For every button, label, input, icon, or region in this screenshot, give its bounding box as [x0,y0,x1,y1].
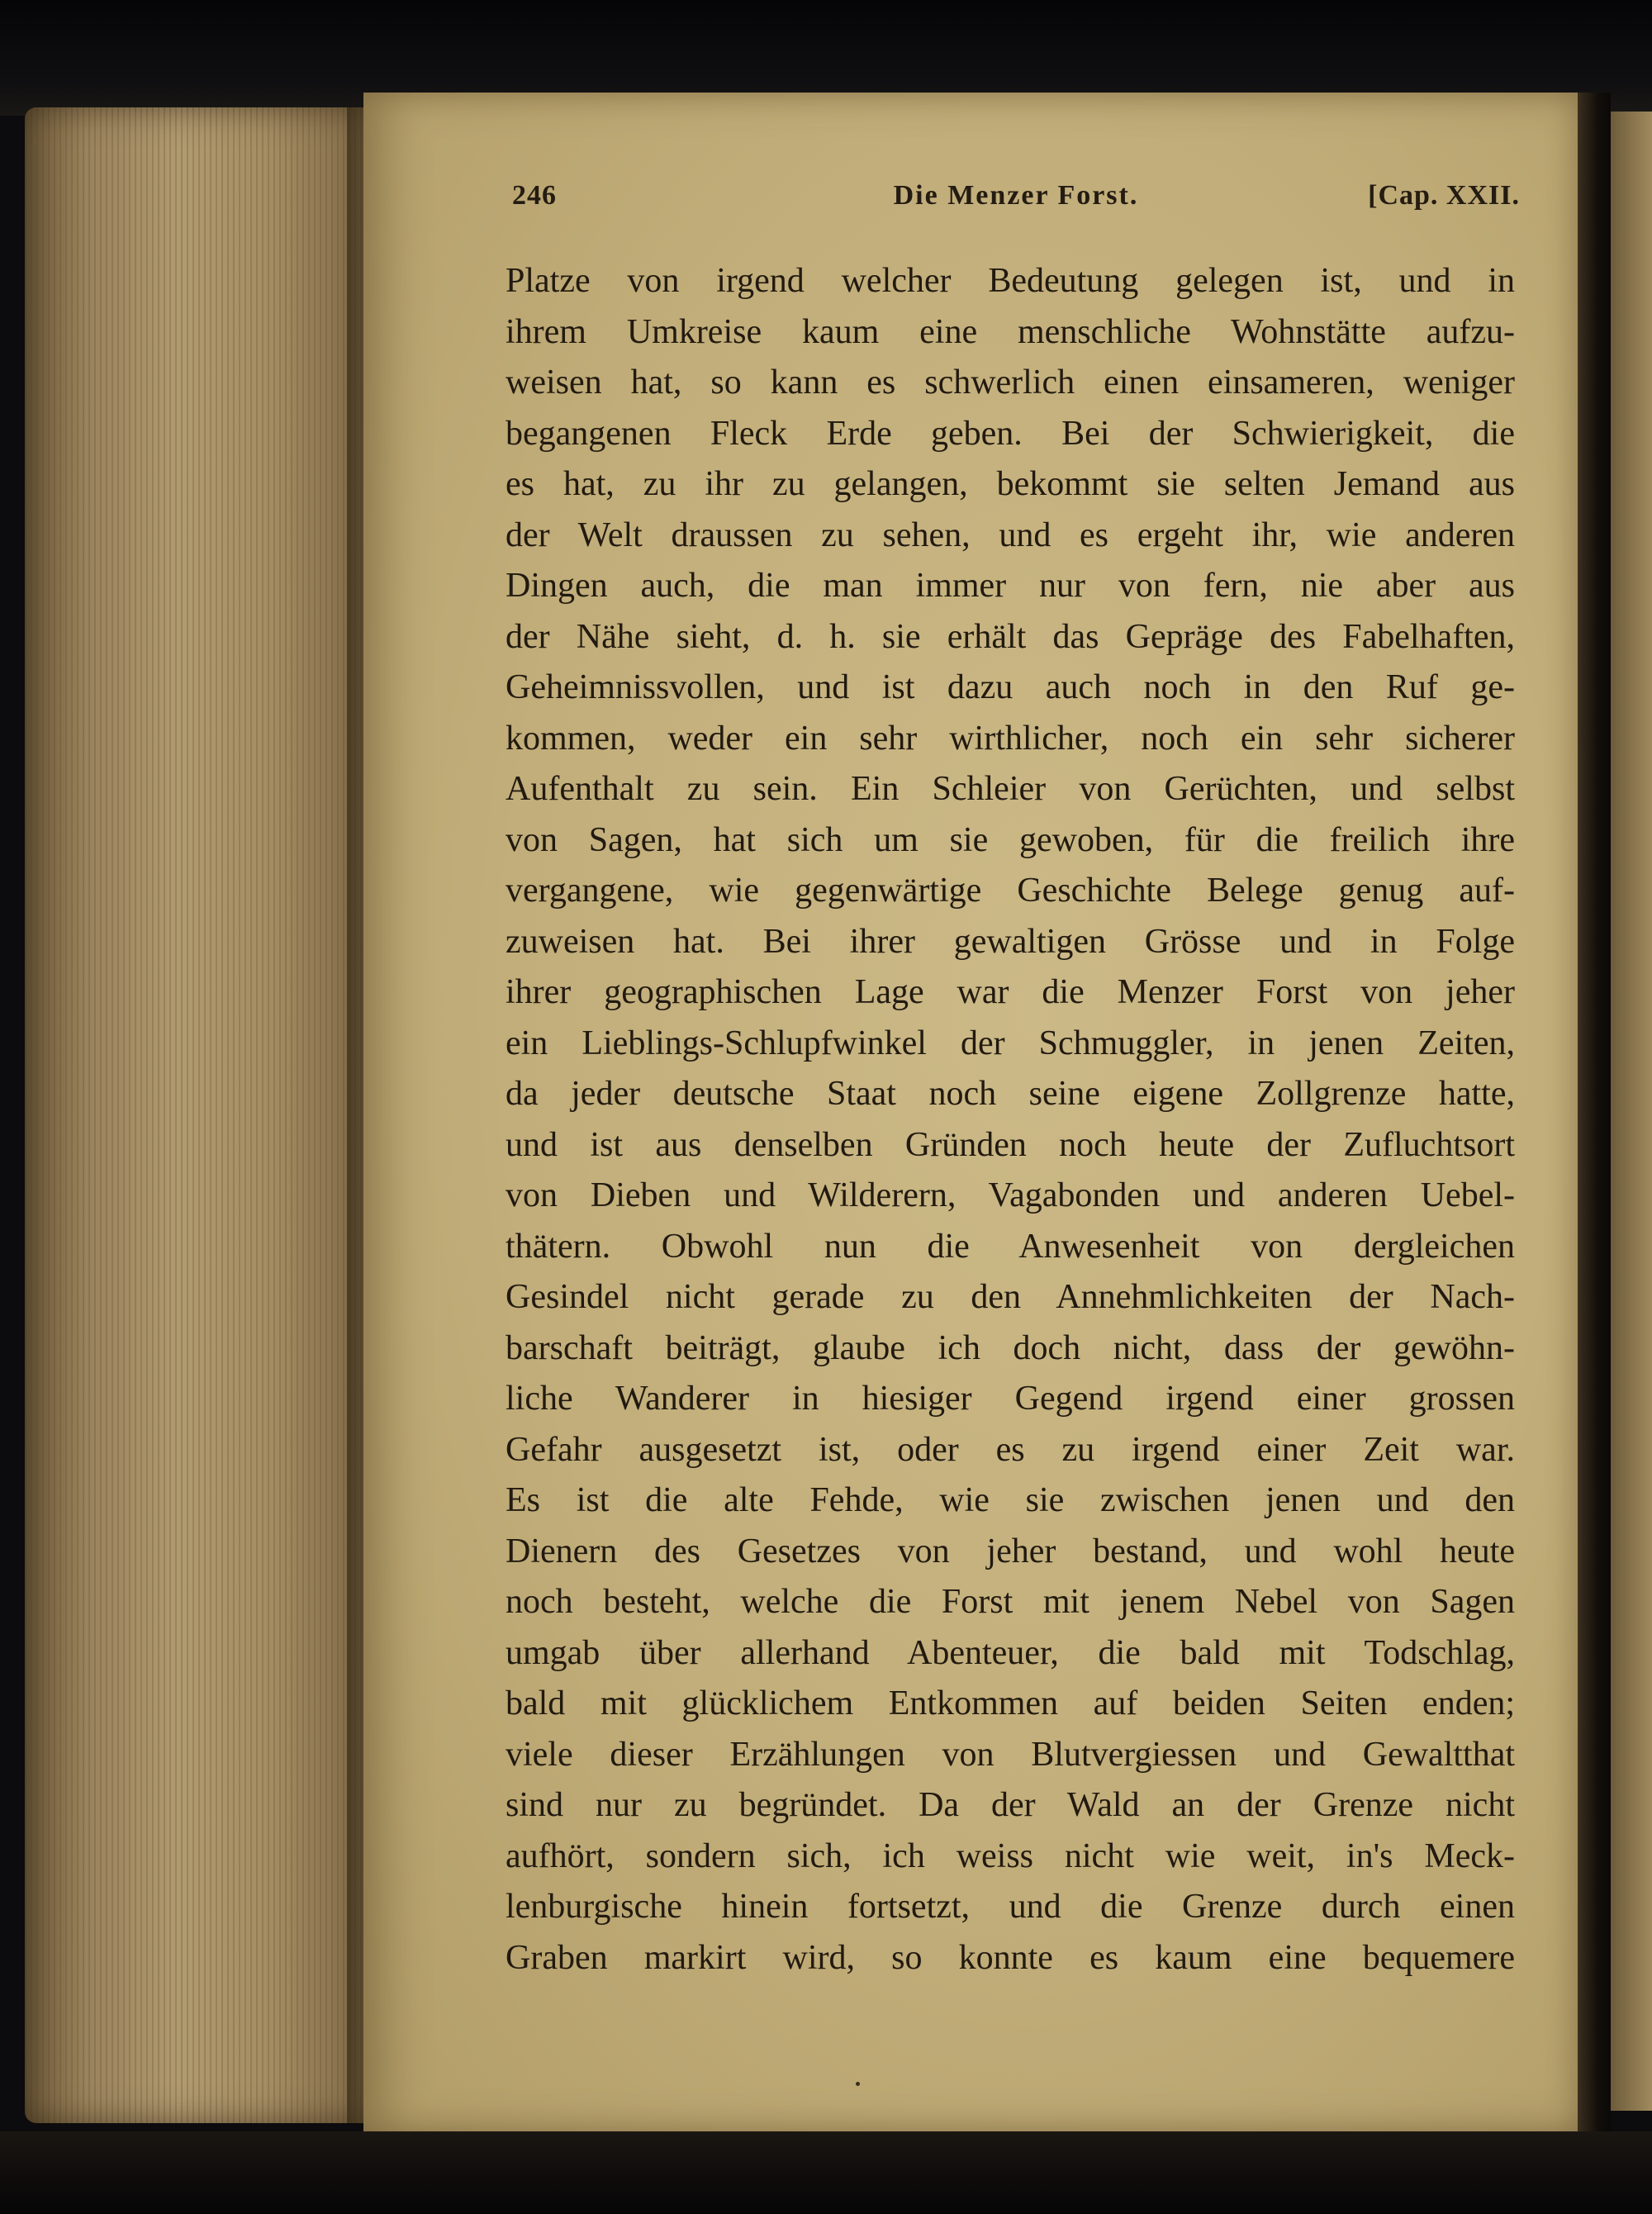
text-line: Gesindel nicht gerade zu den Annehmlichkeiten der Nach- [506,1278,1515,1316]
text-line: barschaft beiträgt, glaube ich doch nicht, dass der gewöhn- [506,1328,1515,1367]
text-line: es hat, zu ihr zu gelangen, bekommt sie selten Jemand aus [506,465,1515,503]
book-page-edges [25,107,372,2123]
running-head [512,180,1520,230]
text-line: von Dieben und Wilderern, Vagabonden und anderen Uebel- [506,1176,1515,1214]
text-line: zuweisen hat. Bei ihrer gewaltigen Grösse und in Folge [506,922,1515,961]
text-line: Geheimnissvollen, und ist dazu auch noch in den Ruf ge- [506,668,1515,706]
text-line: der Nähe sieht, d. h. sie erhält das Gepräge des Fabelhaften, [506,617,1515,656]
text-line: Dingen auch, die man immer nur von fern, nie aber aus [506,567,1515,605]
text-line: begangenen Fleck Erde geben. Bei der Schwierigkeit, die [506,414,1515,453]
chapter-label: [Cap. XXII. [1368,180,1520,211]
text-line: Dienern des Gesetzes von jeher bestand, und wohl heute [506,1532,1515,1570]
text-line: da jeder deutsche Staat noch seine eigene Zollgrenze hatte, [506,1075,1515,1113]
text-line: bald mit glücklichem Entkommen auf beiden Seiten enden; [506,1684,1515,1722]
text-line: der Welt draussen zu sehen, und es ergeht ihr, wie anderen [506,515,1515,554]
text-line: liche Wanderer in hiesiger Gegend irgend einer grossen [506,1380,1515,1418]
text-line: vergangene, wie gegenwärtige Geschichte Belege genug auf- [506,872,1515,910]
text-line: sind nur zu begründet. Da der Wald an der Grenze nicht [506,1786,1515,1824]
text-line: ein Lieblings-Schlupfwinkel der Schmuggler, in jenen Zeiten, [506,1024,1515,1062]
text-line: noch besteht, welche die Forst mit jenem Nebel von Sagen [506,1583,1515,1621]
page-mark-dot [856,2082,860,2086]
body-text [506,256,1515,1984]
text-line: Gefahr ausgesetzt ist, oder es zu irgend einer Zeit war. [506,1430,1515,1469]
text-line: Aufenthalt zu sein. Ein Schleier von Gerüchten, und selbst [506,770,1515,808]
text-line: und ist aus denselben Gründen noch heute der Zufluchtsort [506,1125,1515,1164]
text-line: aufhört, sondern sich, ich weiss nicht wie weit, in's Meck- [506,1836,1515,1875]
text-line: viele dieser Erzählungen von Blutvergiessen und Gewaltthat [506,1735,1515,1774]
text-line: ihrem Umkreise kaum eine menschliche Wohnstätte aufzu- [506,312,1515,351]
text-line: umgab über allerhand Abenteuer, die bald mit Todschlag, [506,1633,1515,1672]
text-line: Graben markirt wird, so konnte es kaum eine bequemere [506,1938,1515,1977]
text-line: Platze von irgend welcher Bedeutung gelegen ist, und in [506,262,1515,300]
next-page-sliver [1611,112,1652,2111]
background-bottom [0,2131,1652,2214]
page-number: 246 [512,180,557,211]
text-line: ihrer geographischen Lage war die Menzer Forst von jeher [506,973,1515,1011]
book-gutter [1578,93,1611,2133]
text-line: von Sagen, hat sich um sie gewoben, für die freilich ihre [506,820,1515,859]
text-line: lenburgische hinein fortsetzt, und die Grenze durch einen [506,1888,1515,1926]
text-line: weisen hat, so kann es schwerlich einen einsameren, weniger [506,363,1515,401]
text-line: Es ist die alte Fehde, wie sie zwischen jenen und den [506,1481,1515,1519]
text-line: kommen, weder ein sehr wirthlicher, noch ein sehr sicherer [506,719,1515,758]
text-line: thätern. Obwohl nun die Anwesenheit von dergleichen [506,1227,1515,1266]
page-title: Die Menzer Forst. [893,180,1139,211]
